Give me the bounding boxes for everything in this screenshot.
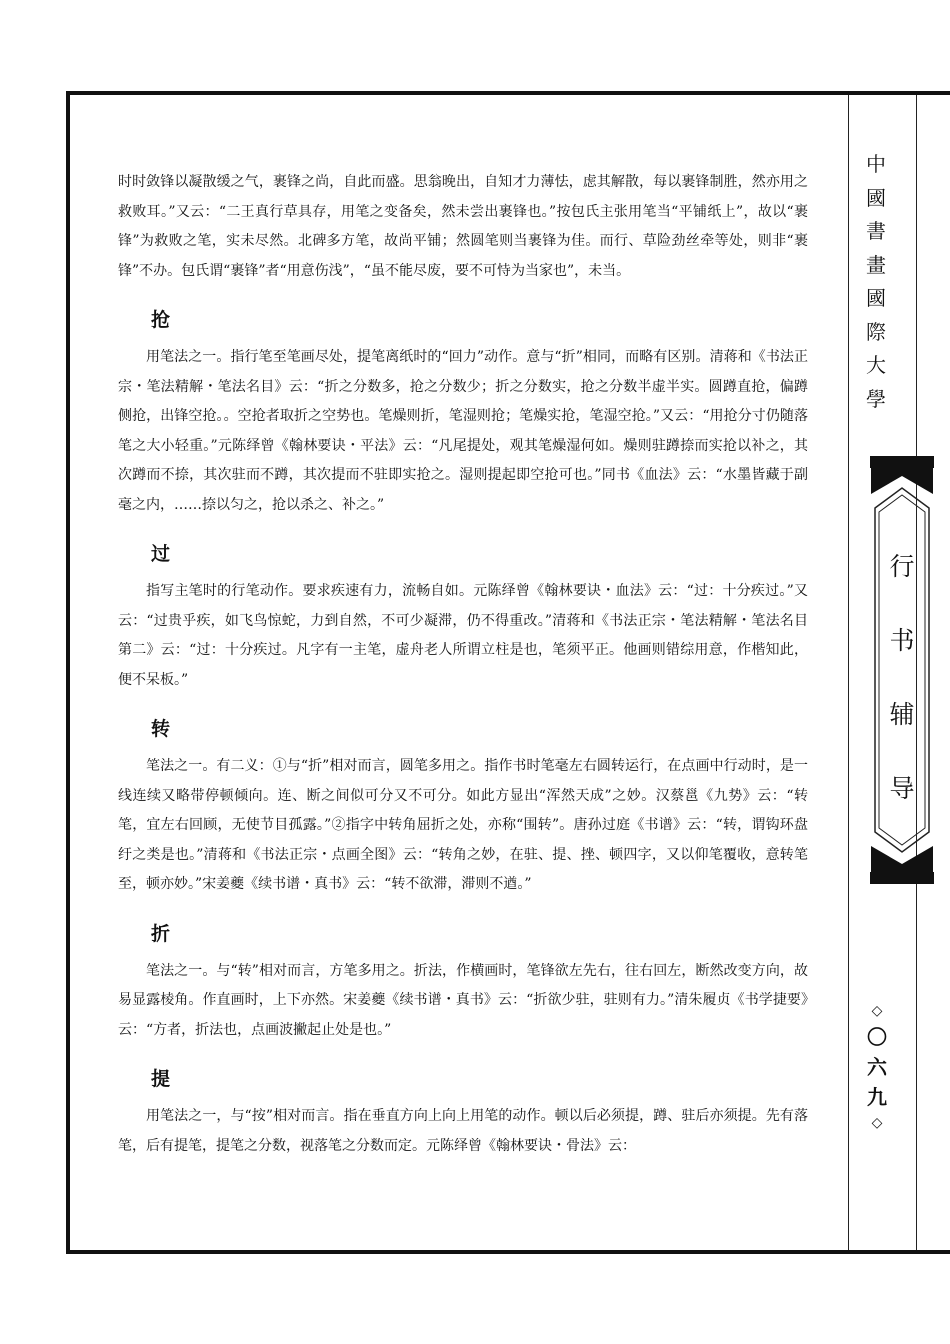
page-digit: 六 bbox=[867, 1055, 887, 1079]
school-char: 國 bbox=[866, 185, 886, 210]
entry-heading-qiang: 抢 bbox=[151, 309, 171, 331]
main-text bbox=[118, 168, 808, 1161]
diamond-icon: ◇ bbox=[871, 1115, 883, 1131]
paragraph-continued: 时时敛锋以凝散缓之气，裹锋之尚，自此而盛。思翁晚出，自知才力薄怯，虑其解散，每以裹锋制胜，然亦用之救败耳。”又云：“二王真行草具存，用笔之变备矣，然未尝出裹锋也。”按包氏主张用笔当“平铺纸上”，故以“裹锋”为救败之笔，实未尽然。北碑多方笔，故尚平铺；然圆笔则当裹锋为佳。而行、草险劲丝牵等处，则非“裹锋”不办。包氏谓“裹锋”者“用意伤浅”，“虽不能尽废，要不可恃为当家也”，未当。 bbox=[118, 174, 808, 279]
paragraph-ti: 用笔法之一，与“按”相对而言。指在垂直方向上向上用笔的动作。顿以后必须提，蹲、驻后亦须提。先有落笔，后有提笔，提笔之分数，视落笔之分数而定。元陈绎曾《翰林要诀・骨法》云： bbox=[118, 1108, 808, 1154]
entry-heading-ti: 提 bbox=[151, 1068, 171, 1090]
paragraph-guo: 指写主笔时的行笔动作。要求疾速有力，流畅自如。元陈绎曾《翰林要诀・血法》云：“过：十分疾过。”又云：“过贵乎疾，如飞鸟惊蛇，力到自然，不可少凝滞，仍不得重改。”清蒋和《书法正宗・笔法精解・笔法名目第二》云：“过：十分疾过。凡字有一主笔，虚舟老人所谓立柱是也，笔须平正。他画则错综用意，作楷知此，便不呆板。” bbox=[118, 583, 808, 688]
sidebar-divider-left bbox=[848, 95, 849, 1250]
paragraph-qiang: 用笔法之一。指行笔至笔画尽处，提笔离纸时的“回力”动作。意与“折”相同，而略有区别。清蒋和《书法正宗・笔法精解・笔法名目》云：“折之分数多，抢之分数少；折之分数实，抢之分数半虚半实。圆蹲直抢，偏蹲侧抢，出锋空抢。。空抢者取折之空势也。笔燥则折，笔湿则抢；笔燥实抢，笔湿空抢。”又云：“用抢分寸仍随落笔之大小轻重。”元陈绎曾《翰林要诀・平法》云：“凡尾提处，观其笔燥湿何如。燥则驻蹲捺而实抢以补之，其次蹲而不捺，其次驻而不蹲，其次提而不驻即实抢之。湿则提起即空抢可也。”同书《血法》云：“水墨皆藏于副毫之内，……捺以匀之，抢以杀之、补之。” bbox=[118, 349, 808, 513]
school-name-vertical bbox=[860, 148, 892, 416]
page-digit: 九 bbox=[867, 1085, 887, 1109]
chapter-char: 辅 bbox=[889, 700, 915, 729]
school-char: 大 bbox=[866, 353, 886, 377]
page-digit: 〇 bbox=[867, 1025, 887, 1049]
page-number bbox=[862, 1000, 892, 1134]
chapter-char: 导 bbox=[889, 774, 915, 803]
diamond-icon: ◇ bbox=[871, 1003, 883, 1019]
school-char: 書 bbox=[866, 219, 886, 243]
chapter-char: 书 bbox=[889, 626, 915, 655]
chapter-title-vertical bbox=[871, 530, 933, 826]
school-char: 學 bbox=[866, 386, 886, 411]
school-char: 中 bbox=[866, 152, 886, 176]
plaque-bar-bottom bbox=[870, 872, 934, 884]
paragraph-zhe: 笔法之一。与“转”相对而言，方笔多用之。折法，作横画时，笔锋欲左先右，往右回左，断然改变方向，故易显露棱角。作直画时，上下亦然。宋姜夔《续书谱・真书》云：“折欲少驻，驻则有力。”清朱履贞《书学捷要》云：“方者，折法也，点画波撇起止处是也。” bbox=[118, 962, 808, 1038]
paragraph-zhuan: 笔法之一。有二义：①与“折”相对而言，圆笔多用之。指作书时笔毫左右圆转运行，在点画中行动时，是一线连续又略带停顿倾向。连、断之间似可分又不可分。如此方显出“浑然天成”之妙。汉蔡邕《九势》云：“转笔，宜左右回顾，无使节目孤露。”②指字中转角屈折之处，亦称“围转”。唐孙过庭《书谱》云：“转，谓钩环盘纡之类是也。”清蒋和《书法正宗・点画全图》云：“转角之妙，在驻、提、挫、顿四字，又以仰笔覆收，意转笔至，顿亦妙。”宋姜夔《续书谱・真书》云：“转不欲滞，滞则不遒。” bbox=[118, 758, 808, 892]
entry-heading-zhe: 折 bbox=[151, 922, 171, 945]
school-char: 畫 bbox=[866, 252, 886, 277]
entry-heading-zhuan: 转 bbox=[151, 718, 171, 740]
entry-heading-guo: 过 bbox=[151, 543, 171, 565]
plaque-bar-top bbox=[870, 456, 934, 468]
school-char: 際 bbox=[866, 319, 886, 344]
chapter-char: 行 bbox=[889, 552, 915, 581]
school-char: 國 bbox=[866, 286, 886, 310]
